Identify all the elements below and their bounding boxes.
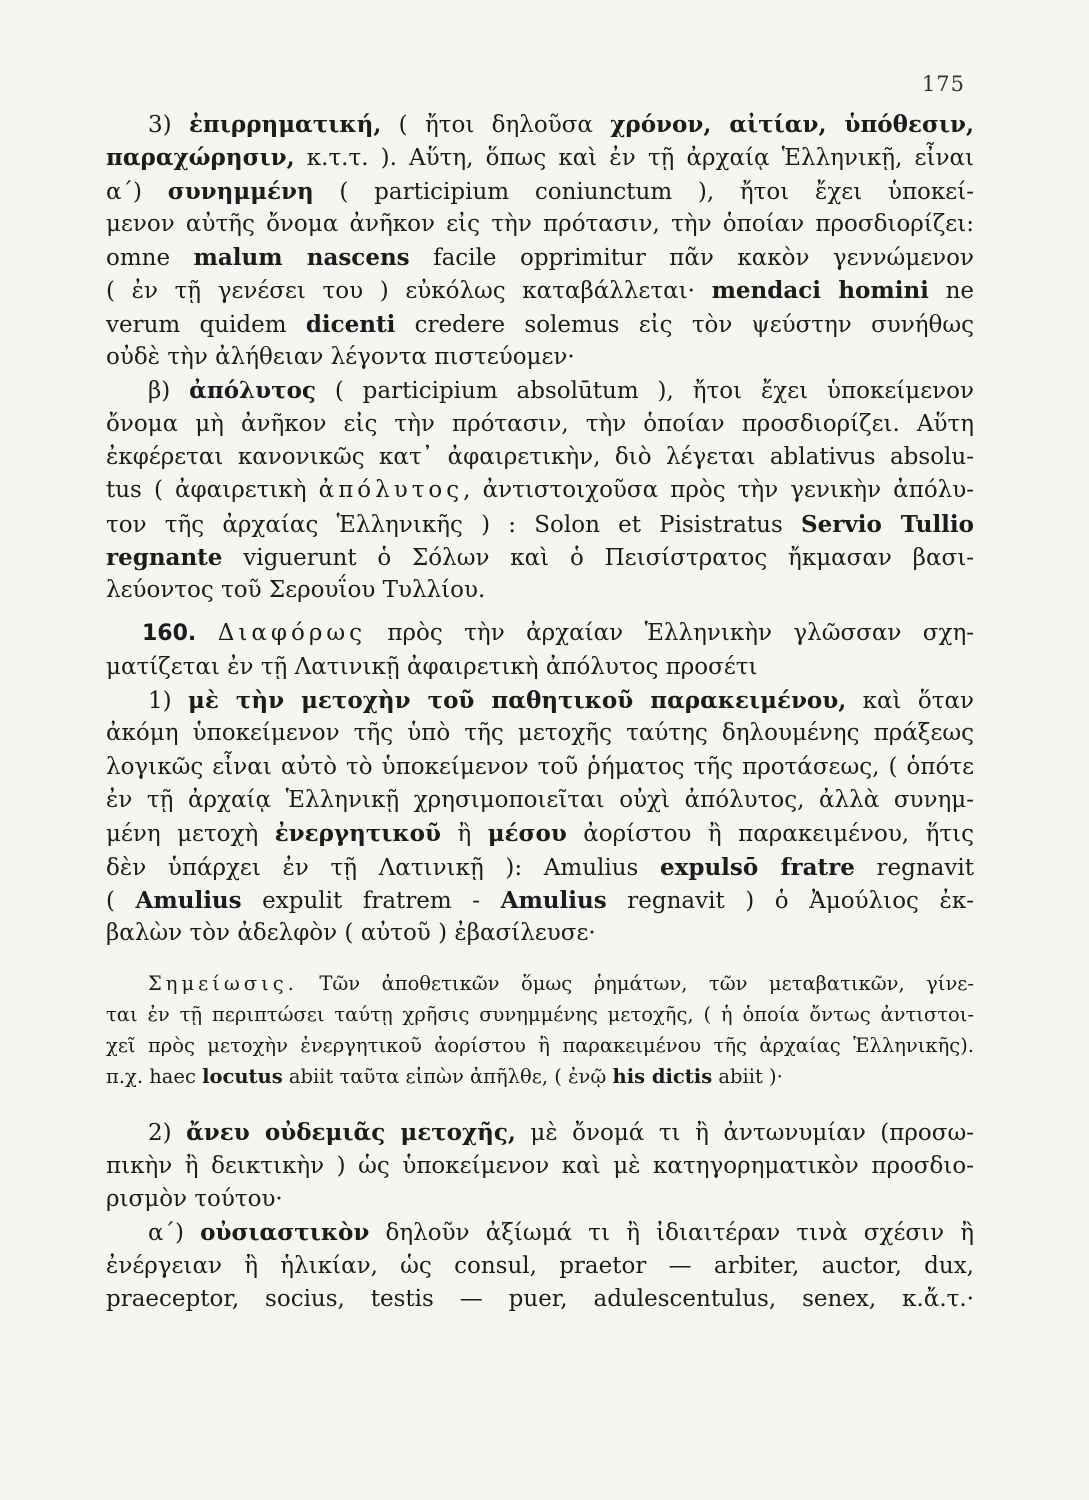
text-line: ρισμὸν τούτου· [106,1186,283,1213]
note-line: χεῖ πρὸς μετοχὴν ἐνεργητικοῦ ἀορίστου ἢ παρακειμένου τῆς ἀρχαίας Ἑλληνικῆς). [106,1034,974,1058]
text-line: οὐδὲ τὴν ἀλήθειαν λέγοντα πιστεύομεν· [106,344,575,371]
text-line: β) ἀπόλυτος ( participium absolūtum ), ἤτοι ἔχει ὑποκείμενον [148,377,974,405]
text-line: tus ( ἀφαιρετικὴ ἀπόλυτος, ἀντιστοιχοῦσα πρὸς τὴν γενικὴν ἀπόλυ- [106,477,974,504]
text-line: τον τῆς ἀρχαίας Ἑλληνικῆς ) : Solon et Pisistratus Servio Tullio [106,510,974,538]
text-line: ματίζεται ἐν τῇ Λατινικῇ ἀφαιρετικὴ ἀπόλυτος προσέτι [106,653,758,680]
page-body [106,108,974,1316]
note-line: ται ἐν τῇ περιπτώσει ταύτῃ χρῆσις συνημμένης μετοχῆς, ( ἡ ὁποία ὄντως ἀντιστοι- [106,1003,974,1027]
text-line: παραχώρησιν, κ.τ.τ. ). Αὕτη, ὅπως καὶ ἐν τῇ ἀρχαίᾳ Ἑλληνικῇ, εἶναι [106,144,974,172]
text-line: α΄) συνημμένη ( participium coniunctum ), ἤτοι ἔχει ὑποκεί- [106,177,974,205]
text-line: 2) ἄνευ οὐδεμιᾶς μετοχῆς, μὲ ὄνομά τι ἢ ἀντωνυμίαν (προσω- [148,1119,974,1147]
text-line: ( ἐν τῇ γενέσει του ) εὐκόλως καταβάλλεται· mendaci homini ne [106,277,974,305]
text-line: regnante viguerunt ὁ Σόλων καὶ ὁ Πεισίστρατος ἤκμασαν βασι- [106,543,974,571]
text-line: praeceptor, socius, testis — puer, adulescentulus, senex, κ.ἄ.τ.· [106,1285,974,1312]
note-line: Σημείωσις. Τῶν ἀποθετικῶν ὅμως ῥημάτων, τῶν μεταβατικῶν, γίνε- [148,972,974,996]
text-line: λογικῶς εἶναι αὐτὸ τὸ ὑποκείμενον τοῦ ῥήματος τῆς προτάσεως, ( ὁπότε [106,753,974,780]
text-line: ( Amulius expulit fratrem - Amulius regnavit ) ὁ Ἀμούλιος ἐκ- [106,886,974,914]
section-heading-160: 160. Διαφόρως πρὸς τὴν ἀρχαίαν Ἑλληνικὴν γλῶσσαν σχη- [142,620,974,647]
note-line: π.χ. haec locutus abiit ταῦτα εἰπὼν ἀπῆλθε, ( ἐνῷ his dictis abiit )· [106,1065,783,1089]
text-line: μενον αὐτῆς ὄνομα ἀνῆκον εἰς τὴν πρότασιν, τὴν ὁποίαν προσδιορίζει: [106,210,974,237]
text-line: μένη μετοχὴ ἐνεργητικοῦ ἢ μέσου ἀορίστου ἢ παρακειμένου, ἥτις [106,820,974,848]
text-line: δὲν ὑπάρχει ἐν τῇ Λατινικῇ ): Amulius expulsō fratre regnavit [106,853,974,881]
text-line: α΄) οὐσιαστικὸν δηλοῦν ἀξίωμά τι ἢ ἰδιαιτέραν τινὰ σχέσιν ἢ [148,1219,974,1247]
text-line: βαλὼν τὸν ἀδελφὸν ( αὐτοῦ ) ἐβασίλευσε· [106,920,596,947]
text-line: ἐκφέρεται κανονικῶς κατ᾽ ἀφαιρετικὴν, διὸ λέγεται ablativus absolu- [106,443,974,470]
text-line: verum quidem dicenti credere solemus εἰς τὸν ψεύστην συνήθως [106,310,974,338]
text-line: omne malum nascens facile opprimitur πᾶν κακὸν γεννώμενον [106,244,974,272]
text-line: 1) μὲ τὴν μετοχὴν τοῦ παθητικοῦ παρακειμένου, καὶ ὅταν [148,687,974,715]
page-number: 175 [921,72,965,96]
text-line: λεύοντος τοῦ Σερουΐου Τυλλίου. [106,577,486,604]
text-line: πικὴν ἢ δεικτικὴν ) ὡς ὑποκείμενον καὶ μὲ κατηγορηματικὸν προσδιο- [106,1152,974,1179]
text-line: ἀκόμη ὑποκείμενον τῆς ὑπὸ τῆς μετοχῆς ταύτης δηλουμένης πράξεως [106,720,974,747]
text-line: ἐν τῇ ἀρχαίᾳ Ἑλληνικῇ χρησιμοποιεῖται οὐχὶ ἀπόλυτος, ἀλλὰ συνημ- [106,786,974,813]
text-line: ὄνομα μὴ ἀνῆκον εἰς τὴν πρότασιν, τὴν ὁποίαν προσδιορίζει. Αὕτη [106,410,974,437]
text-line: 3) ἐπιρρηματική, ( ἤτοι δηλοῦσα χρόνον, αἰτίαν, ὑπόθεσιν, [148,111,974,138]
text-line: ἐνέργειαν ἢ ἡλικίαν, ὡς consul, praetor — arbiter, auctor, dux, [106,1252,974,1279]
